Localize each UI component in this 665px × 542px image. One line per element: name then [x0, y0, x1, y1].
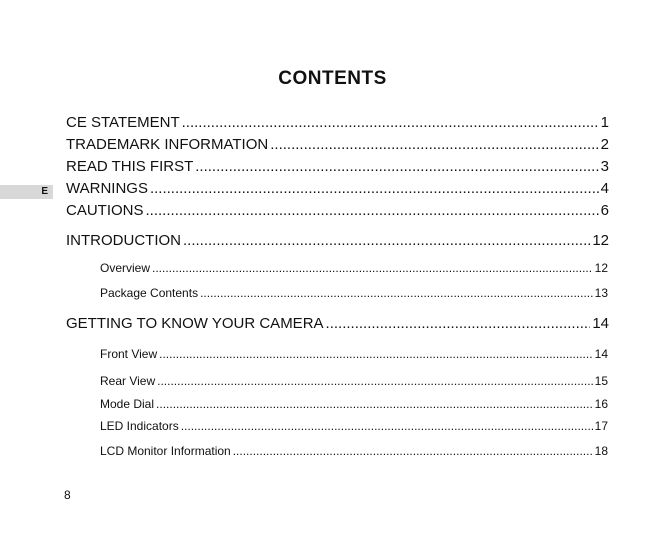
toc-page: 12	[592, 232, 609, 249]
toc-entry-ce-statement	[66, 114, 609, 131]
toc-label: CAUTIONS	[66, 202, 144, 219]
toc-leader	[157, 374, 593, 388]
toc-page: 14	[592, 315, 609, 332]
toc-page: 1	[600, 114, 609, 131]
toc-page: 15	[594, 374, 608, 388]
toc-entry-mode-dial	[100, 397, 608, 411]
toc-leader	[326, 315, 591, 332]
toc-leader	[152, 261, 593, 275]
toc-label: CE STATEMENT	[66, 114, 180, 131]
toc-leader	[181, 419, 593, 433]
toc-page: 16	[594, 397, 608, 411]
toc-entry-introduction	[66, 232, 609, 249]
toc-leader	[200, 286, 593, 300]
toc-page: 4	[600, 180, 609, 197]
toc-entry-led-indicators	[100, 419, 608, 433]
toc-leader	[182, 114, 599, 131]
toc-page: 6	[600, 202, 609, 219]
toc-entry-warnings	[66, 180, 609, 197]
toc-label: READ THIS FIRST	[66, 158, 194, 175]
toc-leader	[270, 136, 598, 153]
toc-entry-trademark	[66, 136, 609, 153]
toc-leader	[159, 347, 593, 361]
toc-label: TRADEMARK INFORMATION	[66, 136, 269, 153]
toc-entry-read-first	[66, 158, 609, 175]
toc-label: INTRODUCTION	[66, 232, 181, 249]
toc-label: Mode Dial	[100, 397, 155, 411]
toc-leader	[150, 180, 599, 197]
toc-page: 13	[594, 286, 608, 300]
toc-entry-getting-to-know	[66, 315, 609, 332]
toc-label: GETTING TO KNOW YOUR CAMERA	[66, 315, 324, 332]
toc-page: 14	[594, 347, 608, 361]
toc-leader	[195, 158, 598, 175]
toc-entry-rear-view	[100, 374, 608, 388]
language-tab: E	[0, 185, 53, 199]
toc-entry-front-view	[100, 347, 608, 361]
toc-leader	[146, 202, 599, 219]
toc-leader	[233, 444, 593, 458]
page-number: 8	[64, 488, 71, 502]
toc-page: 17	[594, 419, 608, 433]
toc-entry-package-contents	[100, 286, 608, 300]
toc-label: Rear View	[100, 374, 156, 388]
toc-label: WARNINGS	[66, 180, 148, 197]
toc-label: Overview	[100, 261, 151, 275]
toc-label: LED Indicators	[100, 419, 179, 433]
toc-entry-overview	[100, 261, 608, 275]
toc-page: 12	[594, 261, 608, 275]
page-title: CONTENTS	[278, 68, 387, 89]
toc-leader	[156, 397, 593, 411]
toc-label: Package Contents	[100, 286, 199, 300]
toc-label: LCD Monitor Information	[100, 444, 231, 458]
toc-label: Front View	[100, 347, 158, 361]
toc-page: 18	[594, 444, 608, 458]
toc-entry-cautions	[66, 202, 609, 219]
toc-page: 3	[600, 158, 609, 175]
toc-leader	[183, 232, 590, 249]
toc-entry-lcd-monitor	[100, 444, 608, 458]
toc-page: 2	[600, 136, 609, 153]
